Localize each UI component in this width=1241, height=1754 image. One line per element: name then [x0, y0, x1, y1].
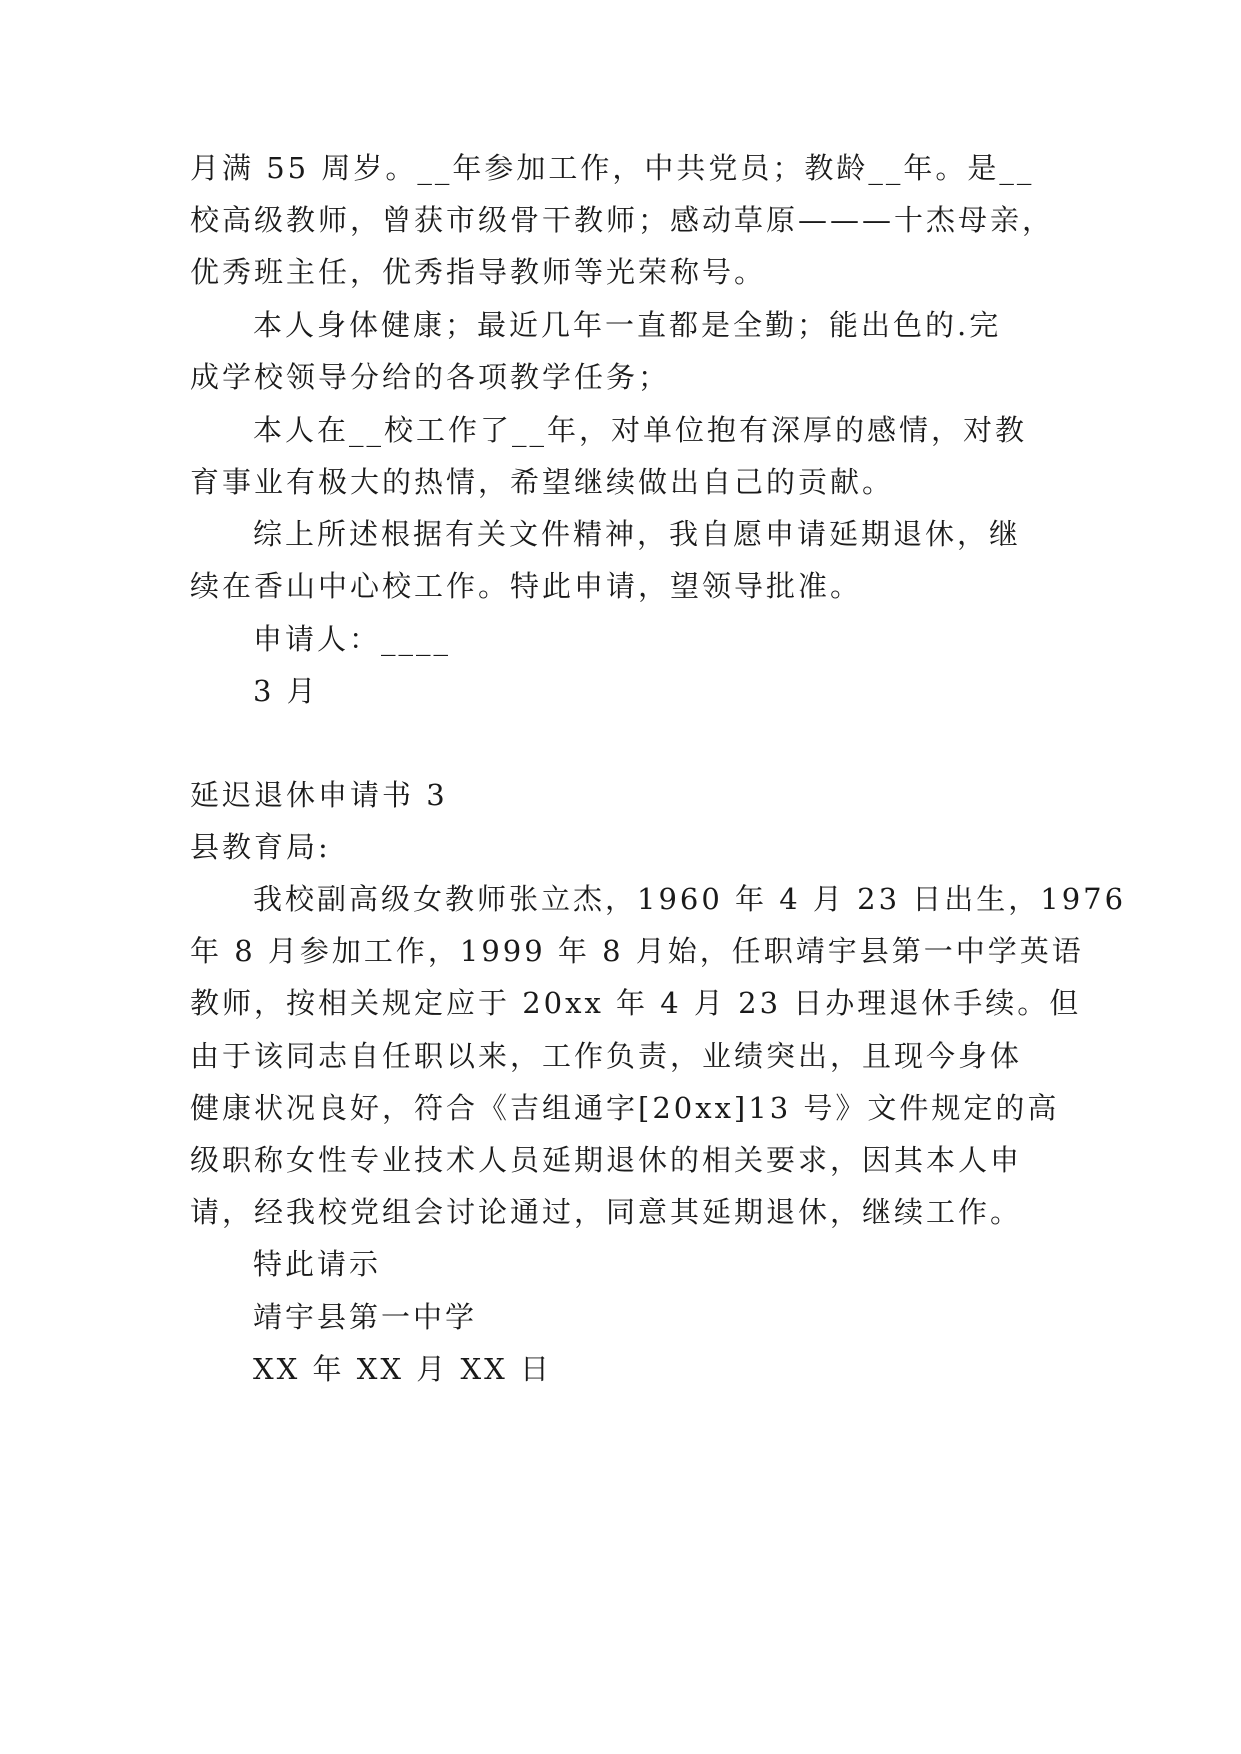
date-line: 3 月: [253, 674, 319, 708]
addressee: 县教育局:: [190, 830, 331, 864]
text-line: 由于该同志自任职以来，工作负责，业绩突出，且现今身体: [190, 1039, 1023, 1073]
text-line: 校高级教师，曾获市级骨干教师；感动草原———十杰母亲，: [190, 203, 1055, 237]
text-line: 育事业有极大的热情，希望继续做出自己的贡献。: [190, 465, 895, 499]
text-line: 优秀班主任，优秀指导教师等光荣称号。: [190, 255, 767, 289]
closing-text: 特此请示: [253, 1247, 382, 1281]
date-line: XX 年 XX 月 XX 日: [253, 1352, 552, 1386]
text-line: 综上所述根据有关文件精神，我自愿申请延期退休，继: [253, 517, 1022, 551]
text-line: 级职称女性专业技术人员延期退休的相关要求，因其本人申: [190, 1143, 1023, 1177]
applicant-label: 申请人：____: [253, 622, 452, 656]
text-line: 本人身体健康；最近几年一直都是全勤；能出色的.完: [253, 308, 1002, 342]
text-line: 我校副高级女教师张立杰，1960 年 4 月 23 日出生，1976: [253, 882, 1127, 916]
text-line: 月满 55 周岁。__年参加工作，中共党员；教龄__年。是__: [190, 151, 1035, 185]
text-line: 教师，按相关规定应于 20xx 年 4 月 23 日办理退休手续。但: [190, 986, 1082, 1020]
text-line: 成学校领导分给的各项教学任务；: [190, 360, 671, 394]
signature-org: 靖宇县第一中学: [253, 1300, 478, 1334]
text-line: 请，经我校党组会讨论通过，同意其延期退休，继续工作。: [190, 1195, 1023, 1229]
text-line: 年 8 月参加工作，1999 年 8 月始，任职靖宇县第一中学英语: [190, 934, 1084, 968]
text-line: 本人在__校工作了__年，对单位抱有深厚的感情，对教: [253, 413, 1028, 447]
section-title: 延迟退休申请书 3: [190, 778, 448, 812]
text-line: 续在香山中心校工作。特此申请，望领导批准。: [190, 569, 863, 603]
text-line: 健康状况良好，符合《吉组通字[20xx]13 号》文件规定的高: [190, 1091, 1060, 1125]
